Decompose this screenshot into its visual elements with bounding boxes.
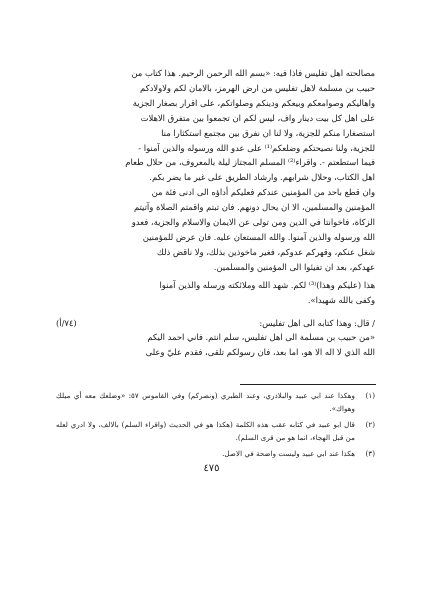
- main-text: [56, 66, 375, 360]
- letter-line: «من حبيب بن مسلمة الى اهل تفليس، سلم انتم. فاني احمد اليكم: [147, 332, 375, 343]
- text-line: اهل الكتاب، وحلال شرابهم. وارشاد الطريق على غير ما يضر بكم.: [149, 172, 375, 183]
- text-line: حبيب بن مسلمة لاهل تفليس من ارض الهرمز، بالامان لكم ولاولادكم: [140, 82, 375, 93]
- section-label: / قال: وهذا كتابه الى اهل تفليس:: [259, 317, 375, 328]
- footnote: [56, 390, 375, 415]
- text-line: مصالحته اهل تفليس فاذا فيه: «بسم الله الرحمن الرحيم. هذا كتاب من: [131, 68, 375, 78]
- text-line: وان قطع باحد من المؤمنين عندكم فعليكم أداؤه الى ادنى فئة من: [151, 187, 375, 198]
- footnote-text: وهكذا عند ابي عبيد والبلاذري، وعند الطبري (ونصركم) وفي القاموس ٥٧: «وضلعك معه أي ميلك وهواك».: [56, 391, 355, 413]
- text-line: المؤمنين والمسلمين، الا ان يحال دونهم. فان تبتم واقمتم الصلاة وآتيتم: [133, 202, 375, 213]
- text-line: على اهل كل بيت دينار واف، ليس لكم ان تجمعوا بين متفرق الاهلات: [140, 112, 375, 123]
- text-line: للجزية، ولنا نصيحتكم وضلعكم⁽¹⁾ على عدو الله ورسوله والذين آمنوا -: [138, 142, 375, 153]
- text-line: واهاليكم وصوامعكم وبيعكم ودينكم وصلواتكم، على اقرار بصغار الجزية: [132, 97, 375, 108]
- footnote-number: (١): [365, 391, 375, 400]
- text-line: الله ورسوله والذين آمنوا. والله المستعان عليه. فان عرض للمؤمنين: [142, 231, 375, 242]
- footnotes: [56, 390, 375, 461]
- footnote-number: (٣): [365, 449, 375, 459]
- footnote: [56, 419, 375, 444]
- closing-line: وكفى بالله شهيدا».: [307, 294, 375, 305]
- folio-marker: (٧٤/أ): [56, 317, 77, 328]
- footnote-rule: [240, 384, 376, 385]
- closing-line: هذا (عليكم وهذا)⁽³⁾ لكم. شهد الله وملائكته ورسله والذين آمنوا: [159, 279, 375, 290]
- section-heading: [56, 316, 375, 331]
- text-line: الزكاة، فاخوانتا في الدين ومن تولى عن الايمان والاسلام والجزية، فعدو: [131, 217, 375, 228]
- footnote-text: قال ابو عبيد في كتابه عقب هذه الكلمة (هكذا هو في الحديث (واقراء السلم) بالالف، ولا ادري لعله من قبل الهجاء، انما هو من قرى السلم).: [56, 420, 355, 442]
- text-line: استصغارا منكم للجزية، ولا لنا ان نفرق بين مجتمع استكثارا منا: [161, 127, 375, 138]
- footnote: [56, 448, 375, 461]
- letter-line: الله الذي لا اله الا هو، اما بعد، فان رسولكم تلقى، فقدم عليّ وعلى: [145, 347, 375, 358]
- text-line: فيما استطعتم -. واقراء⁽²⁾ المسلم المجتاز ليلة بالمعروف، من حلال طعام: [125, 157, 375, 168]
- footnote-number: (٢): [365, 420, 375, 430]
- footnote-text: هكذا عند ابي عبيد وليست واضحة في الاصل.: [222, 449, 355, 459]
- text-line: شغل عنكم، وقهركم عدوكم، فغير ماخوذين بذلك، ولا ناقض ذلك: [156, 246, 375, 257]
- text-line: عهدكم، بعد ان تفيئوا الى المؤمنين والمسلمين.: [213, 261, 375, 272]
- page-number: ٤٧٥: [203, 463, 220, 474]
